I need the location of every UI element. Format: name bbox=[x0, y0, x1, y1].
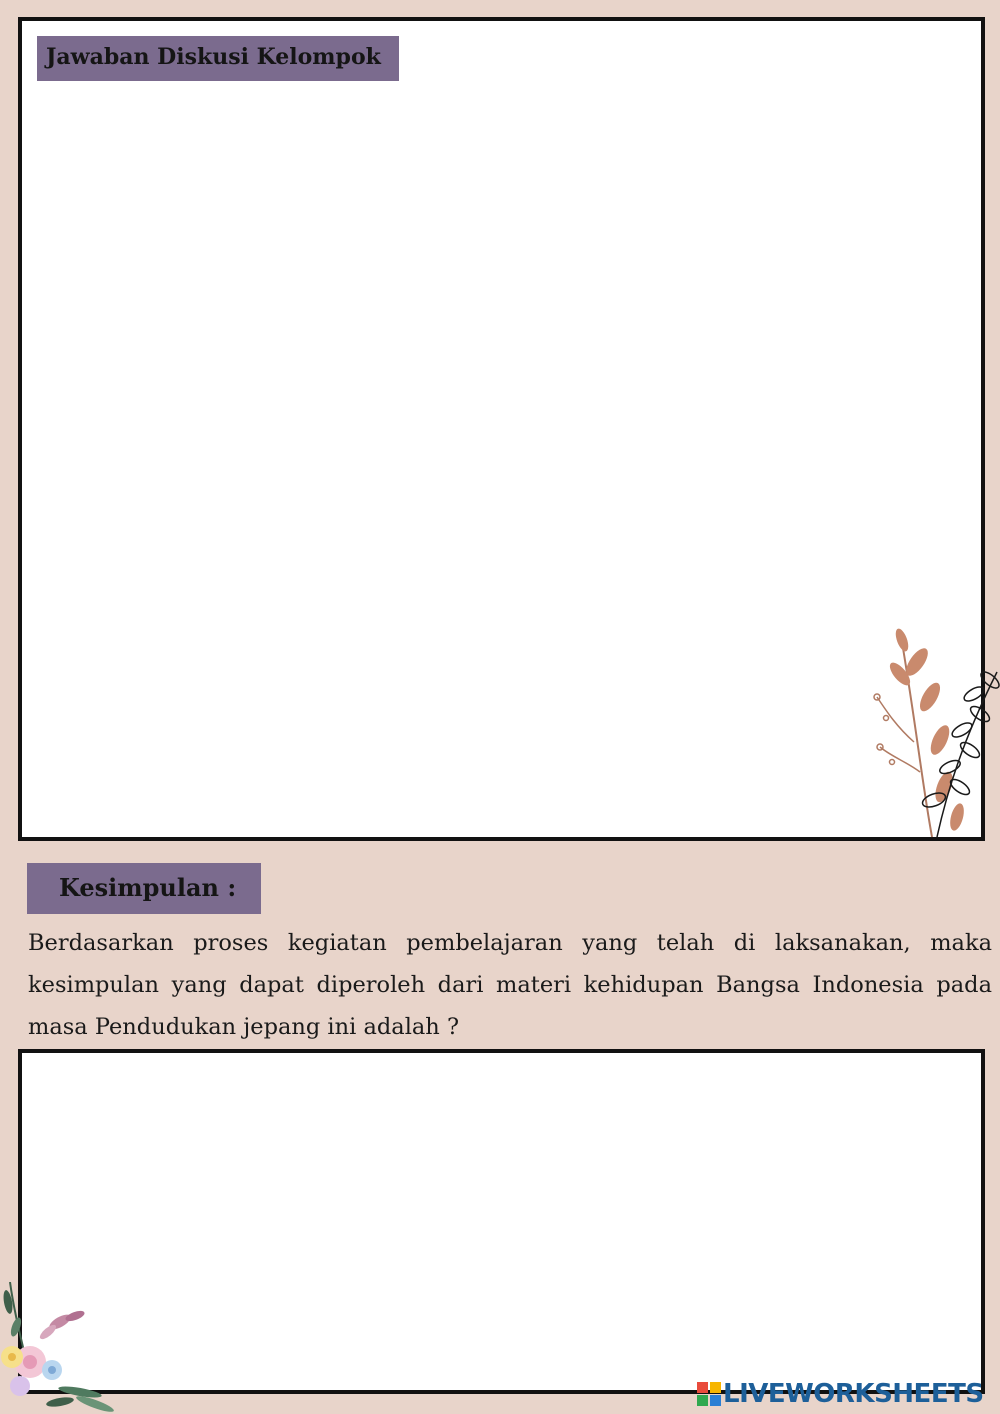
liveworksheets-logo-icon bbox=[697, 1382, 721, 1406]
conclusion-prompt-text: Berdasarkan proses kegiatan pembelajaran yang telah di laksanakan, maka kesimpulan yang dapat diperoleh dari materi kehidupan Bangsa Indonesia pada masa Pendudukan jepang ini adalah ? bbox=[28, 930, 992, 1040]
conclusion-answer-field[interactable] bbox=[42, 1073, 966, 1377]
conclusion-answer-box bbox=[18, 1049, 985, 1394]
discussion-answer-field[interactable] bbox=[42, 101, 946, 705]
conclusion-title: Kesimpulan : bbox=[27, 863, 261, 914]
liveworksheets-watermark[interactable] bbox=[697, 1378, 984, 1410]
flower-bouquet-icon bbox=[0, 1282, 125, 1414]
watermark-text: LIVEWORKSHEETS bbox=[723, 1379, 984, 1409]
leaf-branch-icon bbox=[862, 622, 1000, 840]
discussion-answer-box bbox=[18, 17, 985, 841]
discussion-title: Jawaban Diskusi Kelompok bbox=[37, 36, 399, 81]
